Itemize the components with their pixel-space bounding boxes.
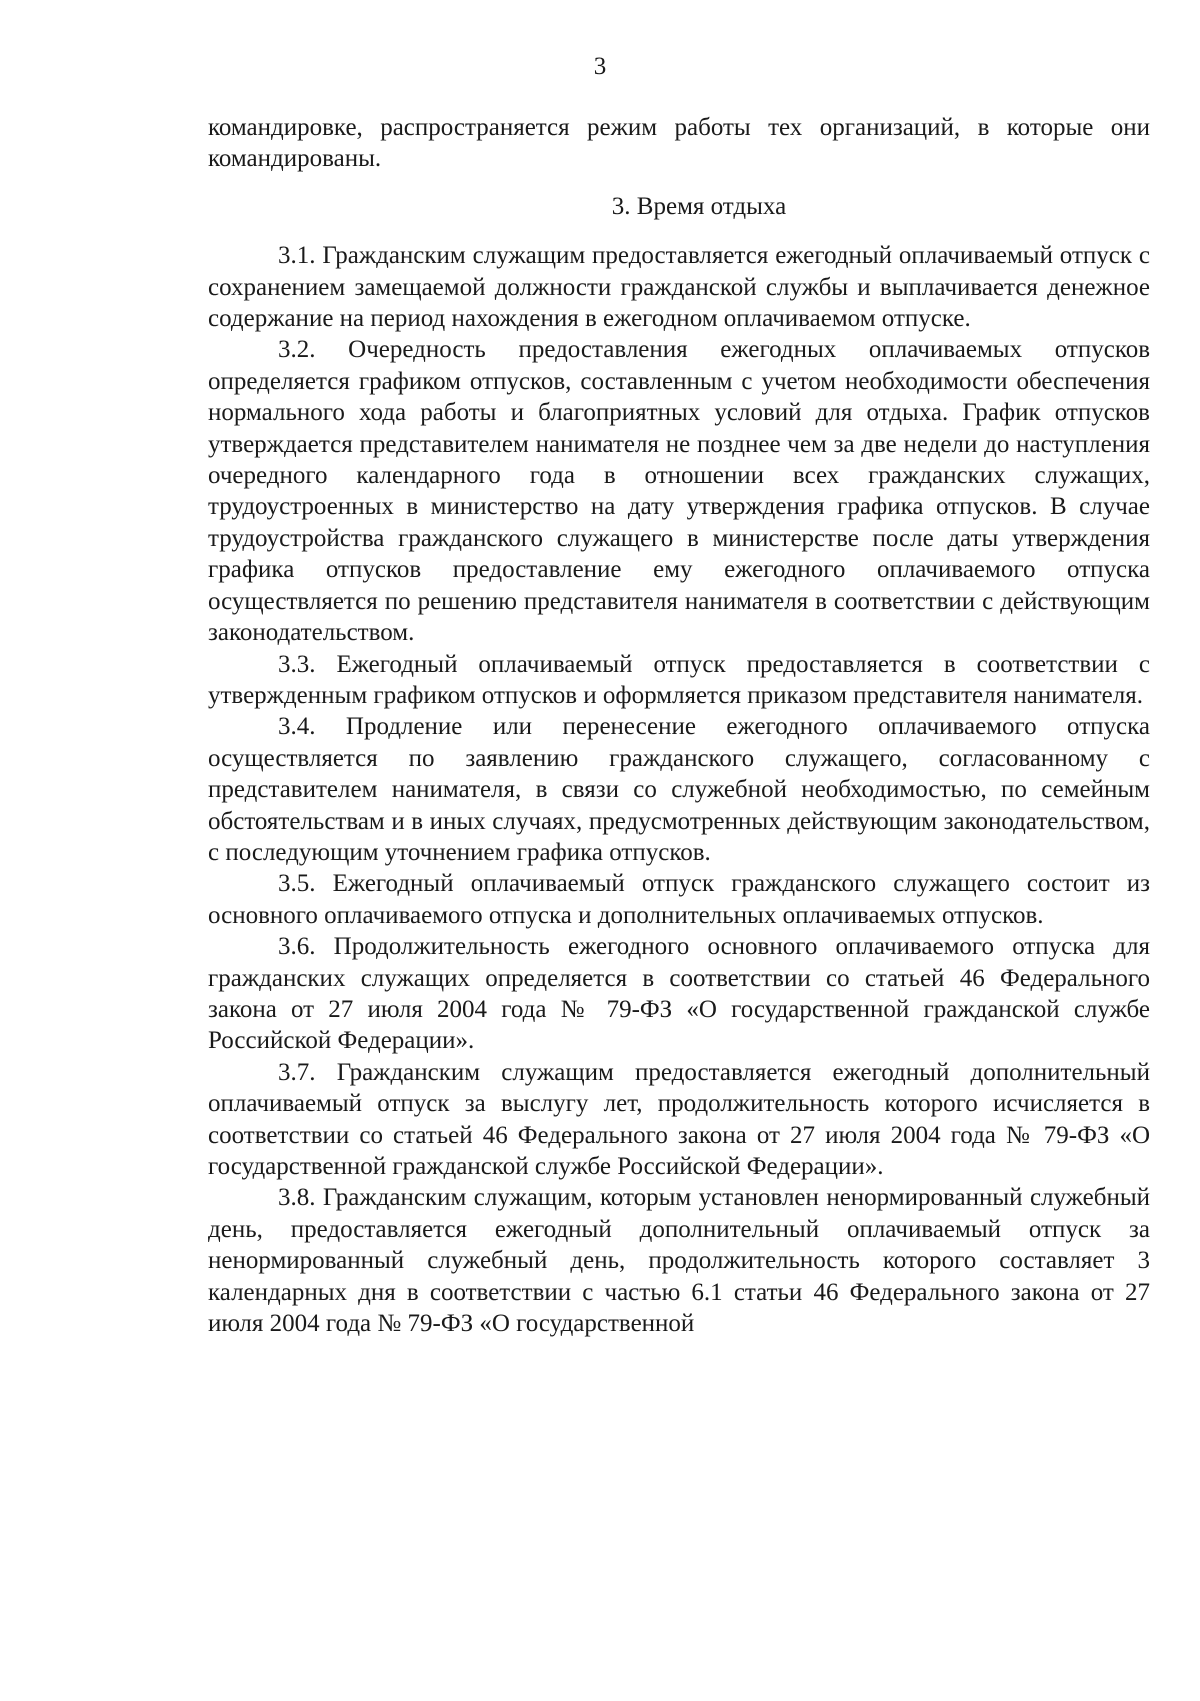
paragraph-3-5: 3.5. Ежегодный оплачиваемый отпуск гражданского служащего состоит из основного оплачиваемого отпуска и дополнительных оплачиваемых отпусков. xyxy=(208,870,1150,929)
paragraph-3-4: 3.4. Продление или перенесение ежегодного оплачиваемого отпуска осуществляется по заявлению гражданского служащего, согласованному с представителем нанимателя, в связи со служебной необходимостью, по семейным обстоятельствам и в иных случаях, предусмотренных действующим законодательством, с последующим уточнением графика отпусков. xyxy=(208,713,1150,866)
intro-continuation: командировке, распространяется режим работы тех организаций, в которые они командированы. xyxy=(208,114,1150,173)
paragraph-3-8: 3.8. Гражданским служащим, которым установлен ненормированный служебный день, предоставляется ежегодный дополнительный оплачиваемый отпуск за ненормированный служебный день, продолжительность которого составляет 3 календарных дня в соответствии с частью 6.1 статьи 46 Федерального закона от 27 июля 2004 года № 79-ФЗ «О государственной xyxy=(208,1184,1150,1338)
section-heading: 3. Время отдыха xyxy=(611,192,787,220)
paragraph-3-2: 3.2. Очередность предоставления ежегодных оплачиваемых отпусков определяется графиком отпусков, составленным с учетом необходимости обеспечения нормального хода работы и благоприятных условий для отдыха. График отпусков утверждается представителем нанимателя не позднее чем за две недели до наступления очередного календарного года в отношении всех гражданских служащих, трудоустроенных в министерство на дату утверждения графика отпусков. В случае трудоустройства гражданского служащего в министерстве после даты утверждения графика отпусков предоставление ему ежегодного оплачиваемого отпуска осуществляется по решению представителя нанимателя в соответствии с действующим законодательством. xyxy=(208,336,1150,647)
paragraph-3-7: 3.7. Гражданским служащим предоставляется ежегодный дополнительный оплачиваемый отпуск за выслугу лет, продолжительность которого исчисляется в соответствии со статьей 46 Федерального закона от 27 июля 2004 года № 79-ФЗ «О государственной гражданской службе Российской Федерации». xyxy=(208,1058,1150,1180)
page-number: 3 xyxy=(593,53,607,80)
paragraph-3-3: 3.3. Ежегодный оплачиваемый отпуск предоставляется в соответствии с утвержденным графиком отпусков и оформляется приказом представителя нанимателя. xyxy=(208,650,1150,709)
document-body xyxy=(208,112,1150,1339)
paragraph-3-1: 3.1. Гражданским служащим предоставляется ежегодный оплачиваемый отпуск с сохранением замещаемой должности гражданской службы и выплачивается денежное содержание на период нахождения в ежегодном оплачиваемом отпуске. xyxy=(208,242,1150,333)
paragraph-3-6: 3.6. Продолжительность ежегодного основного оплачиваемого отпуска для гражданских служащих определяется в соответствии со статьей 46 Федерального закона от 27 июля 2004 года № 79-ФЗ «О государственной гражданской службе Российской Федерации». xyxy=(208,933,1150,1055)
